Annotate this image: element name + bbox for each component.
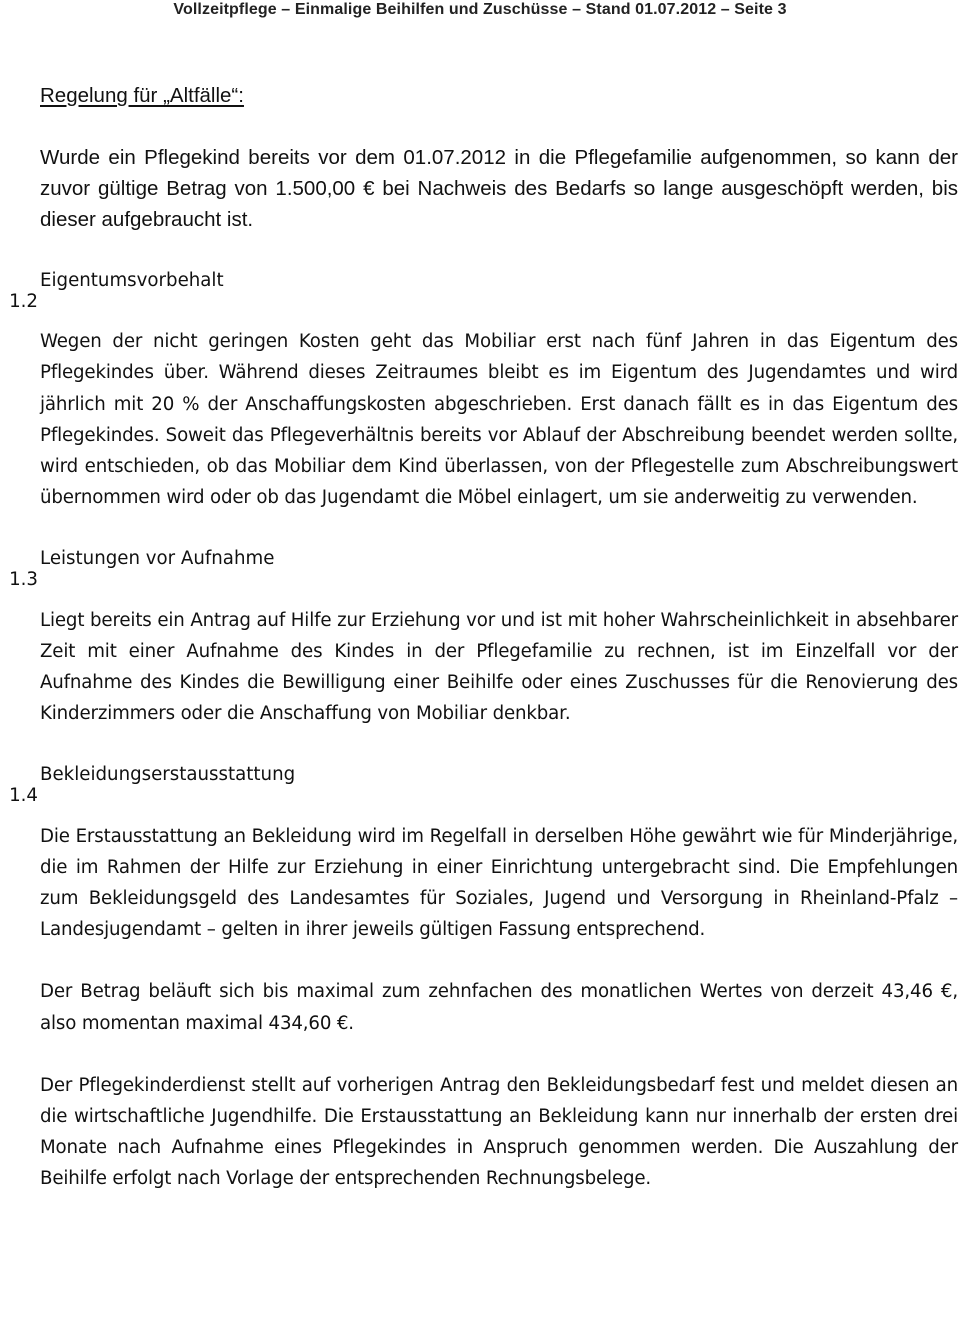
section-1-3-number: 1.3 (9, 569, 38, 591)
section-1-2-paragraph: Wegen der nicht geringen Kosten geht das Mobiliar erst nach fünf Jahren in das Eigentum des Pflegekindes über. Während dieses Zeitraumes bleibt es im Eigentum des Jugendamtes und wird jährlich mit 20 % der Anschaffungskosten abgeschrieben. Erst danach fällt es in das Eigentum des Pflegekindes. Soweit das Pflegeverhältnis bereits vor Ablauf der Abschreibung beendet werden sollte, wird entschieden, ob das Mobiliar dem Kind überlassen, von der Pflegestelle zum Abschreibungswert übernommen wird oder ob das Jugendamt die Möbel einlagert, um sie anderweitig zu verwenden. (40, 331, 958, 509)
section-1-3-paragraph: Liegt bereits ein Antrag auf Hilfe zur Erziehung vor und ist mit hoher Wahrscheinlichkeit in absehbarer Zeit mit einer Aufnahme des Kindes in der Pflegefamilie zu rechnen, ist im Einzelfall vor der Aufnahme des Kindes die Bewilligung einer Beihilfe oder eines Zuschusses für die Renovierung des Kinderzimmers oder die Anschaffung von Mobiliar denkbar. (40, 609, 958, 725)
section-1-2-heading (9, 265, 958, 312)
section-1-3-heading (9, 543, 958, 591)
section-1-2-number: 1.2 (9, 291, 38, 312)
section-1-4-number: 1.4 (9, 785, 38, 807)
section-1-4-paragraph-2: Der Betrag beläuft sich bis maximal zum zehnfachen des monatlichen Wertes von derzeit 43,46 €, also momentan maximal 434,60 €. (40, 981, 958, 1034)
altfaelle-heading: Regelung für „Altfälle“: (40, 84, 244, 107)
running-header: Vollzeitpflege – Einmalige Beihilfen und Zuschüsse – Stand 01.07.2012 – Seite 3 (173, 1, 787, 18)
page-content (9, 80, 958, 1195)
section-1-4-heading (9, 759, 958, 807)
section-1-3-title: Leistungen vor Aufnahme (40, 548, 275, 570)
section-1-4-title: Bekleidungserstausstattung (40, 764, 296, 786)
altfaelle-paragraph: Wurde ein Pflegekind bereits vor dem 01.07.2012 in die Pflegefamilie aufgenommen, so kann der zuvor gültige Betrag von 1.500,00 € bei Nachweis des Bedarfs so lange ausgeschöpft werden, bis dieser aufgebraucht ist. (40, 146, 958, 231)
section-1-4-paragraph-1: Die Erstausstattung an Bekleidung wird im Regelfall in derselben Höhe gewährt wie für Minderjährige, die im Rahmen der Hilfe zur Erziehung in einer Einrichtung untergebracht sind. Die Empfehlungen zum Bekleidungsgeld des Landesamtes für Soziales, Jugend und Versorgung in Rheinland-Pfalz – Landesjugendamt – gelten in ihrer jeweils gültigen Fassung entsprechend. (40, 825, 958, 941)
section-1-2-title: Eigentumsvorbehalt (40, 270, 224, 291)
section-1-4-paragraph-3: Der Pflegekinderdienst stellt auf vorherigen Antrag den Bekleidungsbedarf fest und meldet diesen an die wirtschaftliche Jugendhilfe. Die Erstausstattung an Bekleidung kann nur innerhalb der ersten drei Monate nach Aufnahme eines Pflegekindes in Anspruch genommen werden. Die Auszahlung der Beihilfe erfolgt nach Vorlage der entsprechenden Rechnungsbelege. (40, 1074, 958, 1190)
